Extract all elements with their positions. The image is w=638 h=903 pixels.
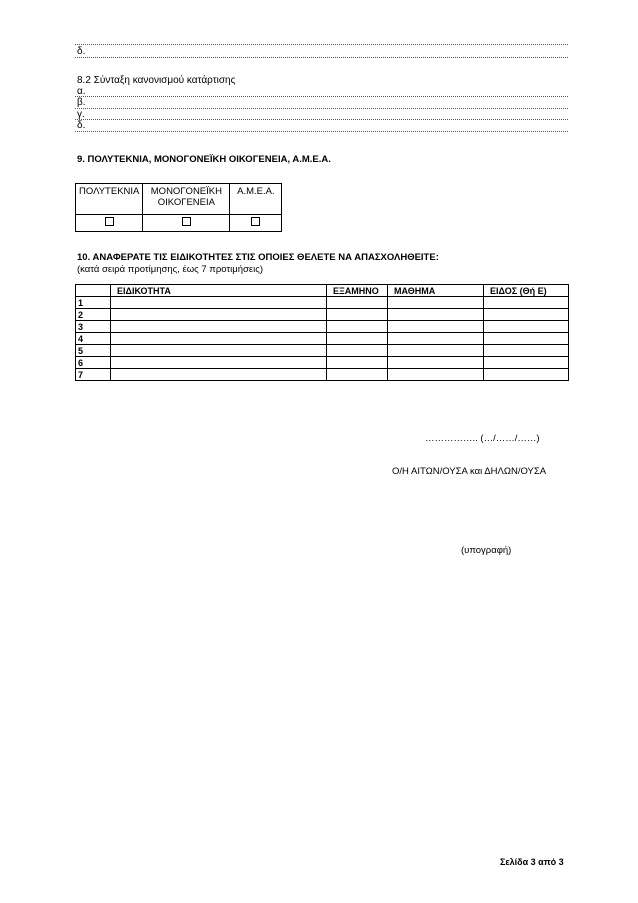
table-row [76,345,569,357]
row-number: 4 [76,333,111,345]
course-cell[interactable] [388,309,484,321]
specialty-cell[interactable] [111,333,327,345]
semester-cell[interactable] [327,333,388,345]
item-letter: β. [77,97,86,108]
type-cell[interactable] [484,333,569,345]
monogoneiki-checkbox[interactable] [182,217,191,226]
item-letter: δ. [77,46,86,57]
semester-cell[interactable] [327,357,388,369]
specialty-cell[interactable] [111,369,327,381]
status-table [75,183,282,232]
row-number: 7 [76,369,111,381]
section-heading: 10. ΑΝΑΦΕΡΑΤΕ ΤΙΣ ΕΙΔΙΚΟΤΗΤΕΣ ΣΤΙΣ ΟΠΟΙΕΣ ΘΕΛΕΤΕ ΝΑ ΑΠΑΣΧΟΛΗΘΕΙΤΕ: [77,252,439,263]
checkbox-cell [143,215,230,232]
dotted-line [75,96,568,97]
table-row [76,321,569,333]
course-cell[interactable] [388,297,484,309]
course-cell[interactable] [388,369,484,381]
checkbox-cell [230,215,282,232]
signature-label: (υπογραφή) [461,545,512,556]
semester-cell[interactable] [327,297,388,309]
col-header [143,184,230,215]
semester-cell[interactable] [327,321,388,333]
table-row [76,333,569,345]
amea-checkbox[interactable] [251,217,260,226]
table-header: ΕΙΔΙΚΟΤΗΤΑ [111,285,327,297]
type-cell[interactable] [484,369,569,381]
specialties-table [75,284,569,381]
row-number: 2 [76,309,111,321]
item-letter: α. [77,86,86,97]
specialty-cell[interactable] [111,357,327,369]
specialty-cell[interactable] [111,321,327,333]
dotted-line [75,119,568,120]
dotted-line [75,44,568,45]
col-header-line: ΟΙΚΟΓΕΝΕΙΑ [157,197,215,208]
type-cell[interactable] [484,321,569,333]
table-header: ΕΙΔΟΣ (Θή Ε) [484,285,569,297]
row-number: 6 [76,357,111,369]
page-number: Σελίδα 3 από 3 [500,857,564,867]
table-header: ΕΞΑΜΗΝΟ [327,285,388,297]
item-letter: δ. [77,120,86,131]
type-cell[interactable] [484,297,569,309]
section-subtext: (κατά σειρά προτίμησης, έως 7 προτιμήσεις) [77,264,263,275]
col-header: ΠΟΛΥΤΕΚΝΙΑ [76,184,143,215]
table-row [76,357,569,369]
specialty-cell[interactable] [111,345,327,357]
col-header: Α.Μ.Ε.Α. [230,184,282,215]
specialty-cell[interactable] [111,297,327,309]
subsection-heading: 8.2 Σύνταξη κανονισμού κατάρτισης [77,75,236,86]
course-cell[interactable] [388,345,484,357]
course-cell[interactable] [388,321,484,333]
date-line: …………….. (…/……/……) [425,433,540,444]
row-number: 1 [76,297,111,309]
semester-cell[interactable] [327,309,388,321]
checkbox-cell [76,215,143,232]
table-header [76,285,111,297]
table-row [76,309,569,321]
polyteknia-checkbox[interactable] [105,217,114,226]
specialty-cell[interactable] [111,309,327,321]
table-row [76,297,569,309]
semester-cell[interactable] [327,345,388,357]
item-letter: γ. [77,109,85,120]
course-cell[interactable] [388,357,484,369]
dotted-line [75,57,568,58]
row-number: 5 [76,345,111,357]
dotted-line [75,108,568,109]
table-header: ΜΑΘΗΜΑ [388,285,484,297]
type-cell[interactable] [484,357,569,369]
col-header-line: ΜΟΝΟΓΟΝΕΪΚΗ [150,186,222,197]
type-cell[interactable] [484,345,569,357]
dotted-line [75,131,568,132]
row-number: 3 [76,321,111,333]
applicant-label: Ο/Η ΑΙΤΩΝ/ΟΥΣΑ και ΔΗΛΩΝ/ΟΥΣΑ [392,466,547,477]
section-heading: 9. ΠΟΛΥΤΕΚΝΙΑ, ΜΟΝΟΓΟΝΕΪΚΗ ΟΙΚΟΓΕΝΕΙΑ, Α.Μ.Ε.Α. [77,154,331,165]
type-cell[interactable] [484,309,569,321]
semester-cell[interactable] [327,369,388,381]
table-row [76,369,569,381]
course-cell[interactable] [388,333,484,345]
